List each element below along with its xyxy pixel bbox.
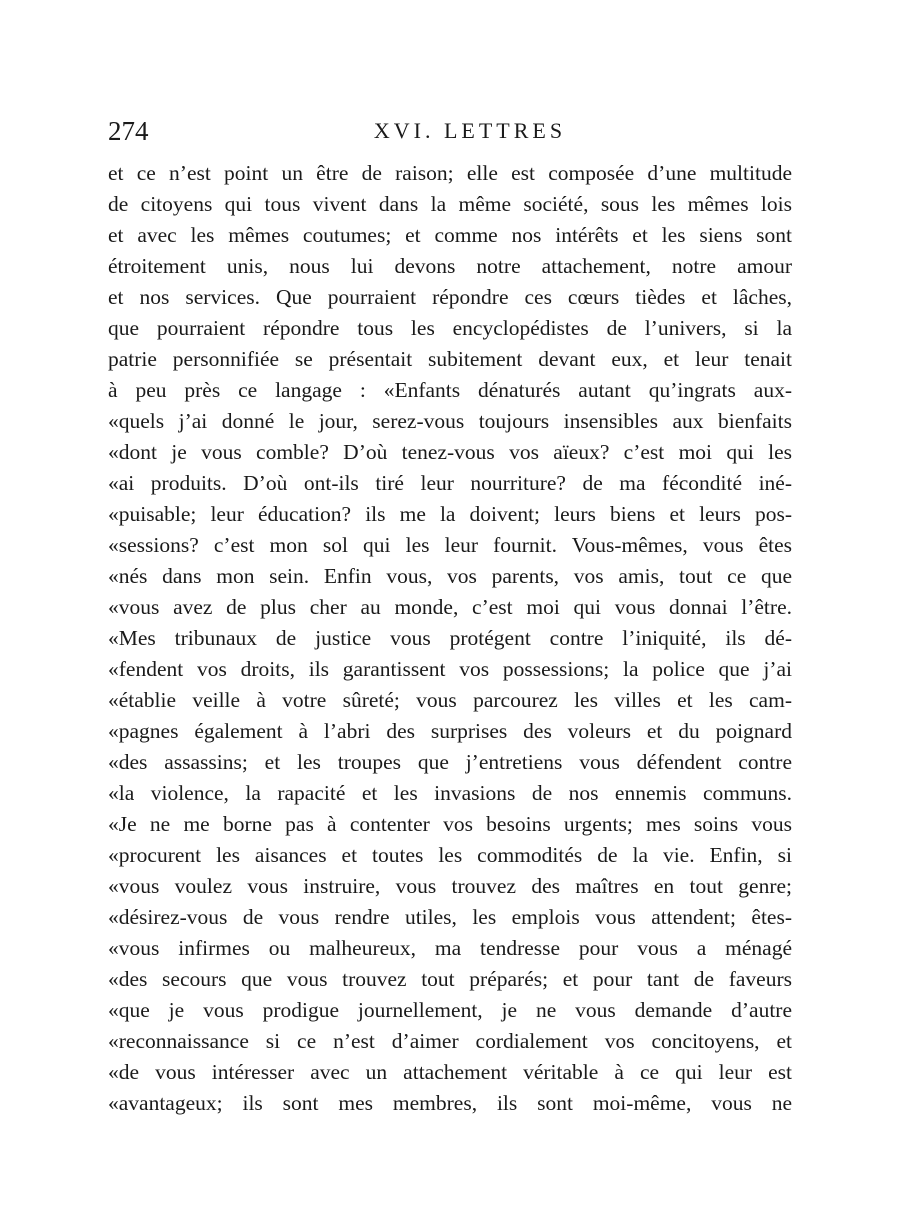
text-line: «procurent les aisances et toutes les commodités de la vie. Enfin, si	[108, 843, 792, 867]
text-line: «établie veille à votre sûreté; vous parcourez les villes et les cam-	[108, 688, 792, 712]
text-line: «quels j’ai donné le jour, serez-vous toujours insensibles aux bienfaits	[108, 409, 792, 433]
text-line: patrie personnifiée se présentait subitement devant eux, et leur tenait	[108, 347, 792, 371]
text-line: «pagnes également à l’abri des surprises des voleurs et du poignard	[108, 719, 792, 743]
text-line: et ce n’est point un être de raison; elle est composée d’une multitude	[108, 161, 792, 185]
text-line: «sessions? c’est mon sol qui les leur fournit. Vous-mêmes, vous êtes	[108, 533, 792, 557]
text-line: «la violence, la rapacité et les invasions de nos ennemis communs.	[108, 781, 792, 805]
text-line: «des secours que vous trouvez tout préparés; et pour tant de faveurs	[108, 967, 792, 991]
text-line: «reconnaissance si ce n’est d’aimer cordialement vos concitoyens, et	[108, 1029, 792, 1053]
text-line: «vous infirmes ou malheureux, ma tendresse pour vous a ménagé	[108, 936, 792, 960]
text-line: «vous avez de plus cher au monde, c’est moi qui vous donnai l’être.	[108, 595, 792, 619]
text-line: et nos services. Que pourraient répondre ces cœurs tièdes et lâches,	[108, 285, 792, 309]
text-line: «puisable; leur éducation? ils me la doivent; leurs biens et leurs pos-	[108, 502, 792, 526]
text-line: que pourraient répondre tous les encyclopédistes de l’univers, si la	[108, 316, 792, 340]
text-line: «de vous intéresser avec un attachement véritable à ce qui leur est	[108, 1060, 792, 1084]
text-line: et avec les mêmes coutumes; et comme nos intérêts et les siens sont	[108, 223, 792, 247]
text-line: «avantageux; ils sont mes membres, ils sont moi-même, vous ne	[108, 1091, 792, 1115]
body-text	[108, 158, 792, 1119]
text-line: «vous voulez vous instruire, vous trouvez des maîtres en tout genre;	[108, 874, 792, 898]
text-line: étroitement unis, nous lui devons notre attachement, notre amour	[108, 254, 792, 278]
text-line: à peu près ce langage : «Enfants dénaturés autant qu’ingrats aux-	[108, 378, 792, 402]
page-number: 274	[108, 116, 149, 146]
text-line: «ai produits. D’où ont-ils tiré leur nourriture? de ma fécondité iné-	[108, 471, 792, 495]
text-line: «Mes tribunaux de justice vous protégent contre l’iniquité, ils dé-	[108, 626, 792, 650]
text-line: «dont je vous comble? D’où tenez-vous vos aïeux? c’est moi qui les	[108, 440, 792, 464]
text-line: «désirez-vous de vous rendre utiles, les emplois vous attendent; êtes-	[108, 905, 792, 929]
text-line: «nés dans mon sein. Enfin vous, vos parents, vos amis, tout ce que	[108, 564, 792, 588]
text-line: «fendent vos droits, ils garantissent vos possessions; la police que j’ai	[108, 657, 792, 681]
running-title: XVI. LETTRES	[373, 118, 567, 143]
text-line: «Je ne me borne pas à contenter vos besoins urgents; mes soins vous	[108, 812, 792, 836]
page-header	[108, 114, 792, 148]
text-line: «des assassins; et les troupes que j’entretiens vous défendent contre	[108, 750, 792, 774]
text-line: de citoyens qui tous vivent dans la même société, sous les mêmes lois	[108, 192, 792, 216]
text-line: «que je vous prodigue journellement, je ne vous demande d’autre	[108, 998, 792, 1022]
